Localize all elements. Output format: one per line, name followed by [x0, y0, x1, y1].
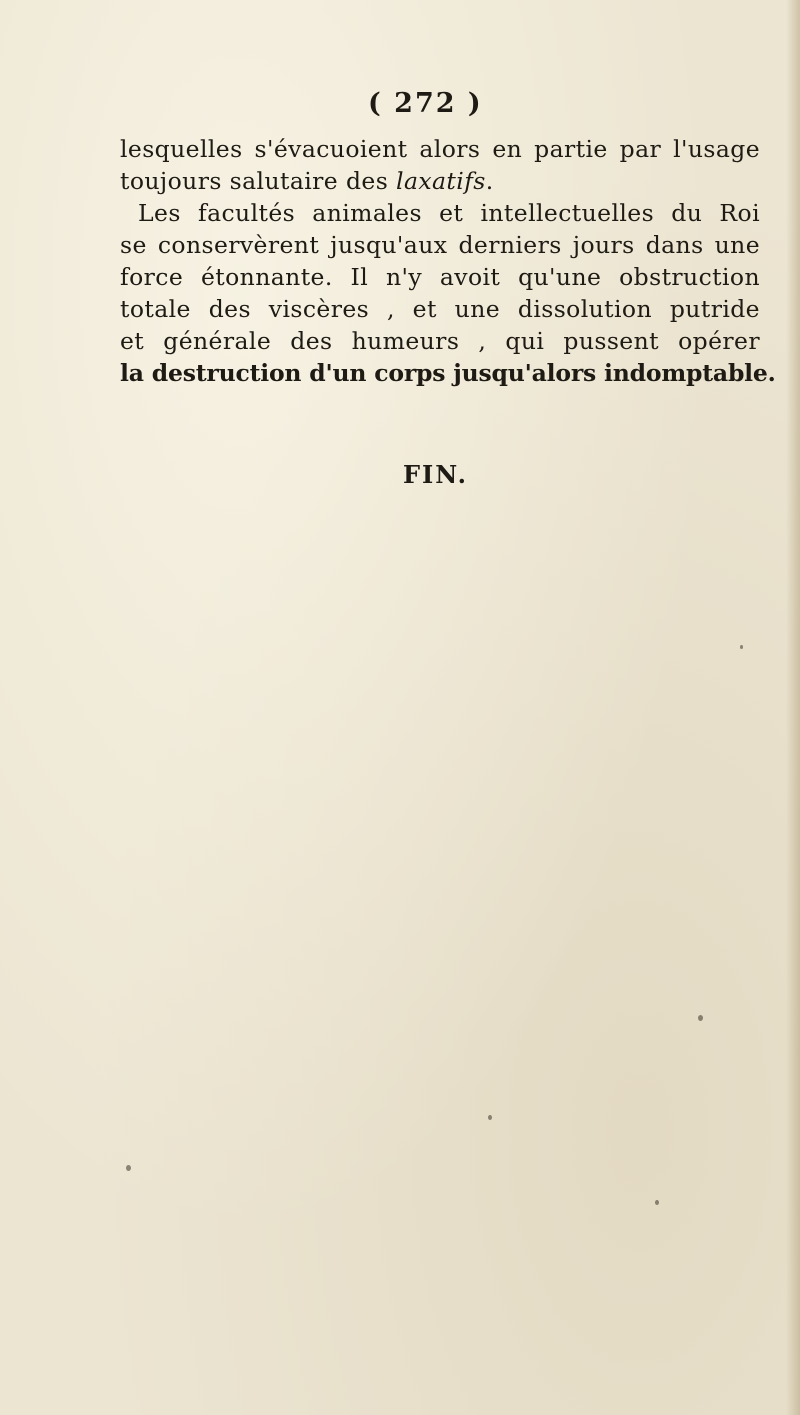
paper-speck — [488, 1115, 492, 1120]
text-line-6: totale des viscères , et une dissolution putride — [120, 295, 760, 323]
text-line-2: toujours salutaire des laxatifs. — [120, 167, 494, 195]
paper-speck — [740, 645, 743, 649]
text-line-1: lesquelles s'évacuoient alors en partie par l'usage — [120, 135, 760, 163]
body-text — [120, 133, 776, 389]
paper-speck — [698, 1015, 703, 1021]
paper-speck — [655, 1200, 659, 1205]
end-mark: FIN. — [403, 460, 469, 489]
page-number: ( 272 ) — [368, 88, 483, 119]
text-line-5: force étonnante. Il n'y avoit qu'une obstruction — [120, 263, 760, 291]
text-line-3: Les facultés animales et intellectuelles du Roi — [138, 199, 760, 227]
text-line-7: et générale des humeurs , qui pussent opérer — [120, 327, 760, 355]
paper-speck — [126, 1165, 131, 1171]
text-line-8: la destruction d'un corps jusqu'alors indomptable. — [120, 359, 776, 387]
page-edge-shadow — [786, 0, 800, 1415]
text-line-4: se conservèrent jusqu'aux derniers jours dans une — [120, 231, 760, 259]
italic-word: laxatifs — [396, 167, 486, 195]
